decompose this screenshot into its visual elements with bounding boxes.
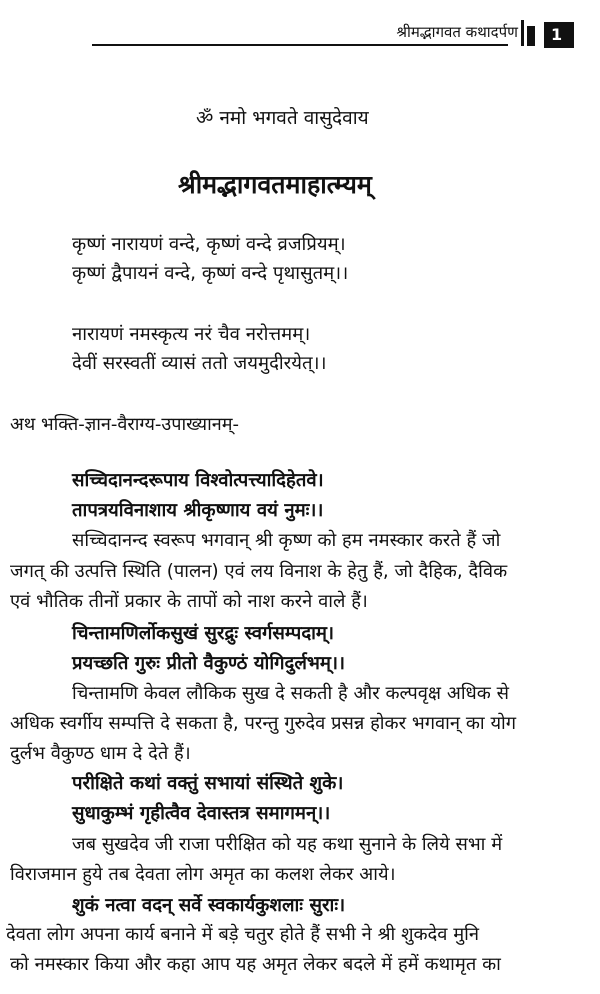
paragraph-line: विराजमान हुये तब देवता लोग अमृत का कलश लेकर आये।	[10, 864, 396, 885]
header-divider	[521, 20, 524, 46]
shloka-line: चिन्तामणिर्लोकसुखं सुरद्रुः स्वर्गसम्पदाम्।	[72, 623, 335, 644]
page-number: 1	[544, 22, 574, 48]
shloka-line: तापत्रयविनाशाय श्रीकृष्णाय वयं नुमः।।	[72, 500, 324, 521]
paragraph-line: को नमस्कार किया और कहा आप यह अमृत लेकर बदले में हमें कथामृत का	[10, 954, 501, 975]
invocation: ॐ नमो भगवते वासुदेवाय	[196, 107, 369, 129]
verse-line: कृष्णं द्वैपायनं वन्दे, कृष्णं वन्दे पृथासुतम्।।	[72, 263, 349, 284]
verse-line: नारायणं नमस्कृत्य नरं चैव नरोत्तमम्।	[72, 324, 311, 345]
page-header	[0, 0, 600, 48]
header-block	[527, 26, 535, 46]
shloka-line: सुधाकुम्भं गृहीत्वैव देवास्तत्र समागमन्।।	[72, 803, 331, 824]
paragraph-line: देवता लोग अपना कार्य बनाने में बड़े चतुर होते हैं सभी ने श्री शुकदेव मुनि	[6, 924, 480, 945]
paragraph-line: जगत् की उत्पत्ति स्थिति (पालन) एवं लय विनाश के हेतु हैं, जो दैहिक, दैविक	[10, 561, 508, 582]
paragraph-line: एवं भौतिक तीनों प्रकार के तापों को नाश करने वाले हैं।	[10, 591, 368, 612]
shloka-line: सच्चिदानन्दरूपाय विश्वोत्पत्त्यादिहेतवे।	[72, 470, 324, 491]
shloka-line: शुकं नत्वा वदन् सर्वे स्वकार्यकुशलाः सुराः।	[72, 895, 346, 916]
verse-line: देवीं सरस्वतीं व्यासं ततो जयमुदीरयेत्।।	[72, 353, 327, 374]
running-title: श्रीमद्भागवत कथादर्पण	[396, 23, 518, 41]
verse-line: कृष्णं नारायणं वन्दे, कृष्णं वन्दे व्रजप्रियम्।	[72, 234, 346, 255]
paragraph-line: सच्चिदानन्द स्वरूप भगवान् श्री कृष्ण को हम नमस्कार करते हैं जो	[72, 530, 501, 551]
paragraph-line: दुर्लभ वैकुण्ठ धाम दे देते हैं।	[10, 743, 191, 764]
shloka-line: प्रयच्छति गुरुः प्रीतो वैकुण्ठं योगिदुर्लभम्।।	[72, 653, 346, 674]
paragraph-line: चिन्तामणि केवल लौकिक सुख दे सकती है और कल्पवृक्ष अधिक से	[72, 683, 510, 704]
paragraph-line: जब सुखदेव जी राजा परीक्षित को यह कथा सुनाने के लिये सभा में	[72, 834, 503, 855]
paragraph-line: अधिक स्वर्गीय सम्पत्ति दे सकता है, परन्तु गुरुदेव प्रसन्न होकर भगवान् का योग	[10, 713, 517, 734]
page-title: श्रीमद्भागवतमाहात्म्यम्	[178, 170, 372, 199]
shloka-line: परीक्षिते कथां वक्तुं सभायां संस्थिते शुके।	[72, 773, 344, 794]
section-heading: अथ भक्ति-ज्ञान-वैराग्य-उपाख्यानम्-	[10, 414, 240, 435]
header-rule	[92, 44, 508, 46]
